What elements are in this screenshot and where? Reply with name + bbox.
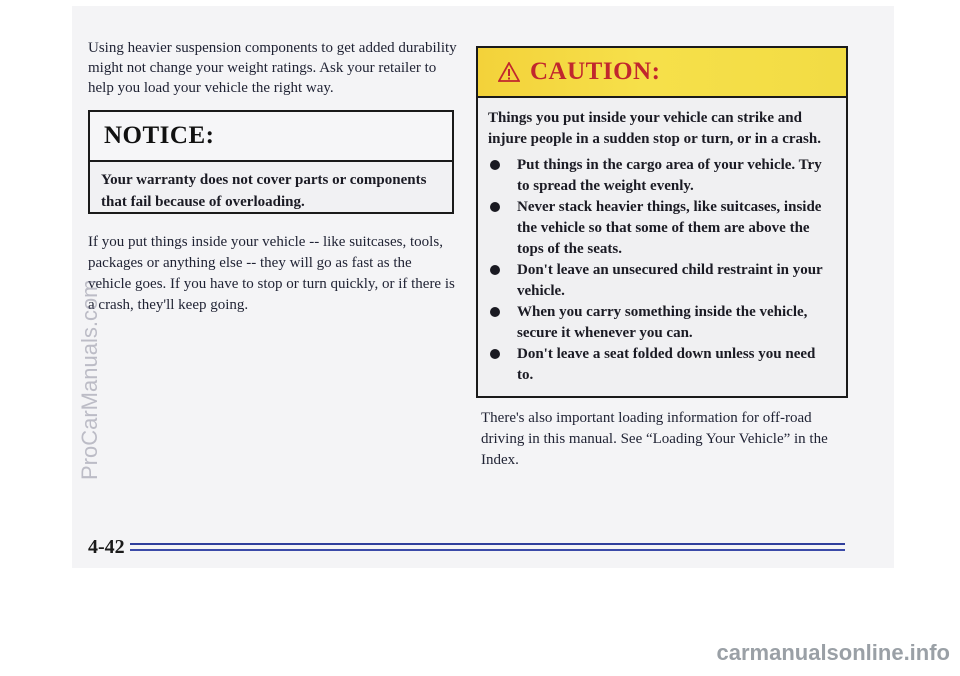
notice-title: NOTICE: — [104, 122, 215, 149]
bullet-dot-icon — [490, 160, 500, 170]
caution-body — [478, 98, 846, 386]
offroad-paragraph: There's also important loading information for off-road driving in this manual. See “Loading Your Vehicle” in the Index. — [481, 410, 828, 468]
bottom-watermark: carmanualsonline.info — [716, 640, 950, 665]
side-watermark: ProCarManuals.com — [77, 279, 102, 480]
caution-bullet-text: Never stack heavier things, like suitcases, inside the vehicle so that some of them are above the tops of the seats. — [517, 199, 822, 257]
caution-intro: Things you put inside your vehicle can strike and injure people in a sudden stop or turn, or in a crash. — [488, 110, 821, 147]
caution-bullet-text: Don't leave a seat folded down unless you need to. — [517, 346, 816, 383]
caution-bullet-item — [488, 260, 832, 302]
caution-bullet-item — [488, 344, 832, 386]
caution-bullet-item — [488, 302, 832, 344]
caution-bullet-item — [488, 197, 832, 260]
page-number: 4-42 — [88, 536, 125, 558]
caution-bullet-text: Don't leave an unsecured child restraint in your vehicle. — [517, 262, 823, 299]
warning-triangle-icon — [498, 62, 520, 82]
notice-box — [88, 110, 454, 214]
caution-bullet-text: When you carry something inside the vehicle, secure it whenever you can. — [517, 304, 808, 341]
caution-bullet-text: Put things in the cargo area of your vehicle. Try to spread the weight evenly. — [517, 157, 822, 194]
caution-header — [478, 48, 846, 98]
bullet-dot-icon — [490, 265, 500, 275]
cargo-paragraph: If you put things inside your vehicle -- like suitcases, tools, packages or anything else -- they will go as fast as the vehicle goes. If you have to stop or turn quickly, or if there is a crash, they'll keep going. — [88, 234, 455, 313]
caution-bullet-list — [488, 155, 832, 386]
notice-header — [90, 112, 452, 162]
footer-rule — [130, 543, 845, 545]
footer-rule-secondary — [130, 549, 845, 551]
caution-bullet-item — [488, 155, 832, 197]
bullet-dot-icon — [490, 349, 500, 359]
bullet-dot-icon — [490, 202, 500, 212]
caution-title: CAUTION: — [530, 58, 661, 85]
caution-box — [476, 46, 848, 398]
notice-body: Your warranty does not cover parts or components that fail because of overloading. — [101, 172, 427, 210]
bullet-dot-icon — [490, 307, 500, 317]
intro-paragraph: Using heavier suspension components to get added durability might not change your weight ratings. Ask your retailer to help you load your vehicle the right way. — [88, 40, 457, 96]
